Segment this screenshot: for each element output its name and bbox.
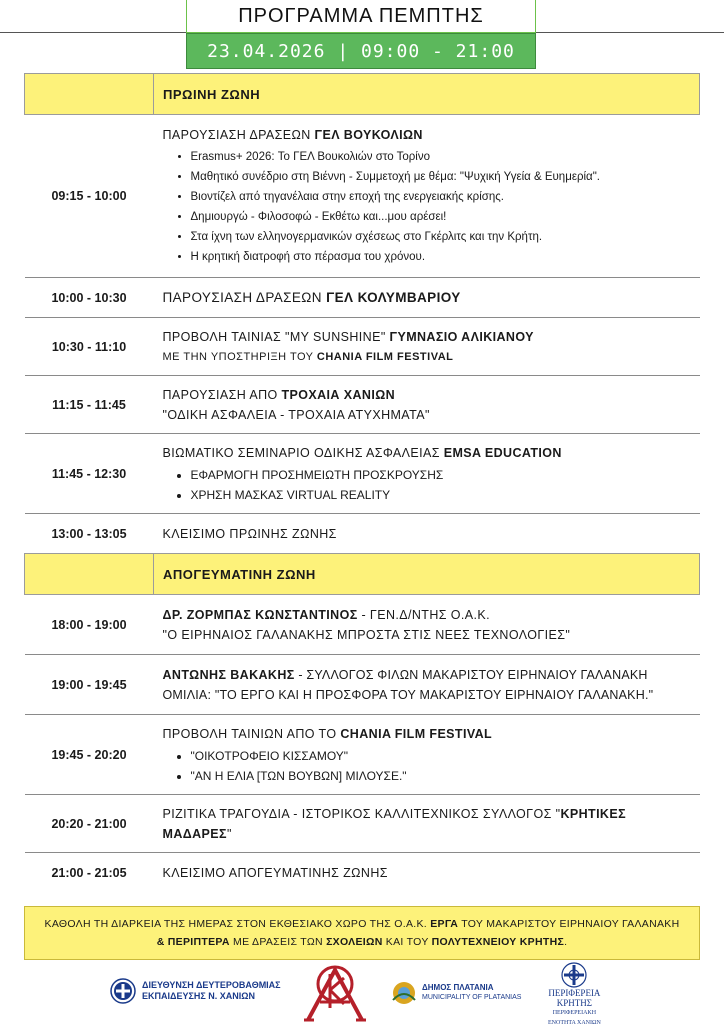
logo-text: ΔΙΕΥΘΥΝΣΗ ΔΕΥΤΕΡΟΒΑΘΜΙΑΣ bbox=[142, 980, 281, 990]
dimos-platania-logo bbox=[390, 980, 521, 1006]
date-time-banner: 23.04.2026 | 09:00 - 21:00 bbox=[186, 33, 536, 69]
row-content bbox=[154, 115, 700, 278]
footer-text: ΚΑΘΟΛΗ ΤΗ ΔΙΑΡΚΕΙΑ ΤΗΣ ΗΜΕΡΑΣ ΣΤΟΝ ΕΚΘΕΣΙΑΚΟ ΧΩΡΟ ΤΗΣ Ο.Α.Κ. bbox=[44, 918, 431, 930]
row-title: ΚΛΕΙΣΙΜΟ ΑΠΟΓΕΥΜΑΤΙΝΗΣ ΖΩΝΗΣ bbox=[162, 865, 388, 880]
row-title-bold: ΓΕΛ ΚΟΛΥΜΒΑΡΙΟΥ bbox=[326, 289, 461, 305]
list-item: • Η κρητική διατροφή στο πέρασμα του χρόνου. bbox=[191, 247, 694, 267]
list-item: • Μαθητικό συνέδριο στη Βιέννη - Συμμετοχή με θέμα: "Ψυχική Υγεία & Ευημερία". bbox=[191, 167, 694, 187]
municipality-emblem-icon bbox=[390, 980, 418, 1006]
zone-header-morning bbox=[25, 74, 700, 115]
list-item: • ΕΦΑΡΜΟΓΗ ΠΡΟΣΗΜΕΙΩΤΗ ΠΡΟΣΚΡΟΥΣΗΣ bbox=[191, 465, 694, 485]
sponsor-logos bbox=[0, 962, 724, 1024]
row-line2: ΟΜΙΛΙΑ: "ΤΟ ΕΡΓΟ ΚΑΙ Η ΠΡΟΣΦΟΡΑ ΤΟΥ ΜΑΚΑΡΙΣΤΟΥ ΕΙΡΗΝΑΙΟΥ ΓΑΛΑΝΑΚΗ." bbox=[162, 687, 654, 702]
row-time: 10:00 - 10:30 bbox=[25, 278, 154, 318]
schedule-row bbox=[25, 595, 700, 655]
bullet-list bbox=[163, 147, 694, 267]
zone-label: ΑΠΟΓΕΥΜΑΤΙΝΗ ΖΩΝΗ bbox=[154, 554, 700, 595]
schedule-row bbox=[25, 318, 700, 376]
row-title-end: " bbox=[226, 826, 232, 841]
row-content bbox=[154, 278, 700, 318]
footer-text: ΚΑΙ ΤΟΥ bbox=[382, 936, 432, 948]
row-title: - ΓΕΝ.Δ/ΝΤΗΣ Ο.Α.Κ. bbox=[357, 607, 490, 622]
row-line2: "Ο ΕΙΡΗΝΑΙΟΣ ΓΑΛΑΝΑΚΗΣ ΜΠΡΟΣΤΑ ΣΤΙΣ ΝΕΕΣ ΤΕΧΝΟΛΟΓΙΕΣ" bbox=[162, 627, 571, 642]
row-title-bold: ΑΝΤΩΝΗΣ ΒΑΚΑΚΗΣ bbox=[162, 667, 295, 682]
row-title-bold: ΚΡΗΤΙΚΕΣ ΜΑΔΑΡΕΣ bbox=[162, 806, 627, 841]
row-title: - ΣΥΛΛΟΓΟΣ ΦΙΛΩΝ ΜΑΚΑΡΙΣΤΟΥ ΕΙΡΗΝΑΙΟΥ ΓΑΛΑΝΑΚΗ bbox=[294, 667, 648, 682]
zone-label: ΠΡΩΙΝΗ ΖΩΝΗ bbox=[154, 74, 700, 115]
schedule-row bbox=[25, 514, 700, 554]
list-item: • Δημιουργώ - Φιλοσοφώ - Εκθέτω και...μου αρέσει! bbox=[191, 207, 694, 227]
footer-bold: ΣΧΟΛΕΙΩΝ bbox=[326, 936, 383, 948]
row-time: 19:45 - 20:20 bbox=[25, 715, 154, 795]
row-subtitle-bold: CHANIA FILM FESTIVAL bbox=[316, 350, 454, 363]
row-time: 10:30 - 11:10 bbox=[25, 318, 154, 376]
row-title: ΚΛΕΙΣΙΜΟ ΠΡΩΙΝΗΣ ΖΩΝΗΣ bbox=[162, 526, 337, 541]
row-title: ΠΑΡΟΥΣΙΑΣΗ ΑΠΟ bbox=[162, 387, 282, 402]
row-subtitle: ΜΕ ΤΗΝ ΥΠΟΣΤΗΡΙΞΗ ΤΟΥ bbox=[162, 350, 317, 363]
row-title: ΠΡΟΒΟΛΗ ΤΑΙΝΙΑΣ "MY SUNSHINE" bbox=[162, 329, 390, 344]
schedule-row bbox=[25, 715, 700, 795]
footer-text: ΤΟΥ ΜΑΚΑΡΙΣΤΟΥ ΕΙΡΗΝΑΙΟΥ ΓΑΛΑΝΑΚΗ bbox=[458, 918, 680, 930]
greek-emblem-icon bbox=[559, 962, 589, 988]
logo-subtext: ΕΝΟΤΗΤΑ ΧΑΝΙΩΝ bbox=[548, 1020, 601, 1026]
zone-time-cell bbox=[25, 74, 154, 115]
row-time: 18:00 - 19:00 bbox=[25, 595, 154, 655]
footer-text: . bbox=[564, 936, 568, 948]
row-title-bold: ΔΡ. ΖΟΡΜΠΑΣ ΚΩΝΣΤΑΝΤΙΝΟΣ bbox=[162, 607, 358, 622]
schedule-row bbox=[25, 655, 700, 715]
row-content bbox=[154, 795, 700, 853]
row-content bbox=[154, 853, 700, 893]
row-content bbox=[154, 595, 700, 655]
row-content bbox=[154, 376, 700, 434]
monogram-emblem-icon bbox=[300, 964, 370, 1022]
schedule-row bbox=[25, 434, 700, 514]
footer-text: ΜΕ ΔΡΑΣΕΙΣ ΤΩΝ bbox=[229, 936, 327, 948]
logo-subtext: ΠΕΡΙΦΕΡΕΙΑΚΗ bbox=[552, 1010, 597, 1016]
row-content bbox=[154, 434, 700, 514]
row-content bbox=[154, 715, 700, 795]
row-time: 20:20 - 21:00 bbox=[25, 795, 154, 853]
monogram-logo bbox=[300, 964, 370, 1022]
perifereia-kritis-logo bbox=[548, 962, 601, 1028]
footer-bold: ΕΡΓΑ bbox=[430, 918, 459, 930]
list-item: • "ΟΙΚΟΤΡΟΦΕΙΟ ΚΙΣΣΑΜΟΥ" bbox=[191, 746, 694, 766]
schedule-row bbox=[25, 795, 700, 853]
schedule-table bbox=[24, 73, 700, 893]
zone-header-afternoon bbox=[25, 554, 700, 595]
row-title: ΠΑΡΟΥΣΙΑΣΗ ΔΡΑΣΕΩΝ bbox=[162, 289, 327, 305]
row-line2: "ΟΔΙΚΗ ΑΣΦΑΛΕΙΑ - ΤΡΟΧΑΙΑ ΑΤΥΧΗΜΑΤΑ" bbox=[162, 407, 430, 422]
row-title: ΠΡΟΒΟΛΗ ΤΑΙΝΙΩΝ ΑΠΟ ΤΟ bbox=[162, 726, 341, 741]
row-time: 13:00 - 13:05 bbox=[51, 526, 127, 541]
schedule-row bbox=[25, 853, 700, 893]
row-time: 19:00 - 19:45 bbox=[25, 655, 154, 715]
row-title-bold: EMSA EDUCATION bbox=[443, 445, 562, 460]
greek-emblem-icon bbox=[110, 978, 136, 1004]
row-time: 11:15 - 11:45 bbox=[25, 376, 154, 434]
row-title: ΡΙΖΙΤΙΚΑ ΤΡΑΓΟΥΔΙΑ - ΙΣΤΟΡΙΚΟΣ ΚΑΛΛΙΤΕΧΝΙΚΟΣ ΣΥΛΛΟΓΟΣ " bbox=[162, 806, 561, 821]
schedule-row bbox=[25, 278, 700, 318]
list-item: • "ΑΝ Η ΕΛΙΑ [ΤΩΝ ΒΟΥΒΩΝ] ΜΙΛΟΥΣΕ." bbox=[191, 766, 694, 786]
row-title-bold: CHANIA FILM FESTIVAL bbox=[340, 726, 493, 741]
row-title-bold: ΓΕΛ ΒΟΥΚΟΛΙΩΝ bbox=[314, 128, 423, 142]
row-title-bold: ΓΥΜΝΑΣΙΟ ΑΛΙΚΙΑΝΟΥ bbox=[389, 329, 534, 344]
row-content bbox=[154, 655, 700, 715]
bullet-list bbox=[163, 465, 694, 505]
logo-text: ΚΡΗΤΗΣ bbox=[556, 998, 593, 1008]
list-item: • Στα ίχνη των ελληνογερμανικών σχέσεως στο Γκέρλιτς και την Κρήτη. bbox=[191, 227, 694, 247]
row-time: 09:15 - 10:00 bbox=[25, 115, 154, 278]
dde-chania-logo bbox=[110, 978, 281, 1004]
page-title: ΠΡΟΓΡΑΜΜΑ ΠΕΜΠΤΗΣ bbox=[186, 0, 536, 33]
row-content bbox=[154, 318, 700, 376]
row-title: ΒΙΩΜΑΤΙΚΟ ΣΕΜΙΝΑΡΙΟ ΟΔΙΚΗΣ ΑΣΦΑΛΕΙΑΣ bbox=[162, 445, 444, 460]
row-time: 21:00 - 21:05 bbox=[51, 865, 127, 880]
bullet-list bbox=[163, 746, 694, 786]
list-item: • ΧΡΗΣΗ ΜΑΣΚΑΣ VIRTUAL REALITY bbox=[191, 485, 694, 505]
row-title-bold: ΤΡΟΧΑΙΑ ΧΑΝΙΩΝ bbox=[281, 387, 396, 402]
row-time: 11:45 - 12:30 bbox=[25, 434, 154, 514]
footer-note bbox=[24, 906, 700, 960]
list-item: • Βιοντίζελ από τηγανέλαια στην εποχή της ενεργειακής κρίσης. bbox=[191, 187, 694, 207]
logo-subtext: MUNICIPALITY OF PLATANIAS bbox=[422, 994, 522, 1001]
row-content bbox=[154, 514, 700, 554]
row-title: ΠΑΡΟΥΣΙΑΣΗ ΔΡΑΣΕΩΝ bbox=[162, 128, 315, 142]
footer-bold: ΠΟΛΥΤΕΧΝΕΙΟΥ ΚΡΗΤΗΣ bbox=[431, 936, 565, 948]
logo-text: ΔΗΜΟΣ ΠΛΑΤΑΝΙΑ bbox=[422, 983, 494, 992]
zone-time-cell bbox=[25, 554, 154, 595]
schedule-row bbox=[25, 115, 700, 278]
logo-text: ΕΚΠΑΙΔΕΥΣΗΣ Ν. ΧΑΝΙΩΝ bbox=[142, 991, 255, 1001]
list-item: • Erasmus+ 2026: Το ΓΕΛ Βουκολιών στο Τορίνο bbox=[191, 147, 694, 167]
footer-bold: & ΠΕΡΙΠΤΕΡΑ bbox=[156, 936, 230, 948]
schedule-row bbox=[25, 376, 700, 434]
logo-text: ΠΕΡΙΦΕΡΕΙΑ bbox=[548, 988, 601, 998]
